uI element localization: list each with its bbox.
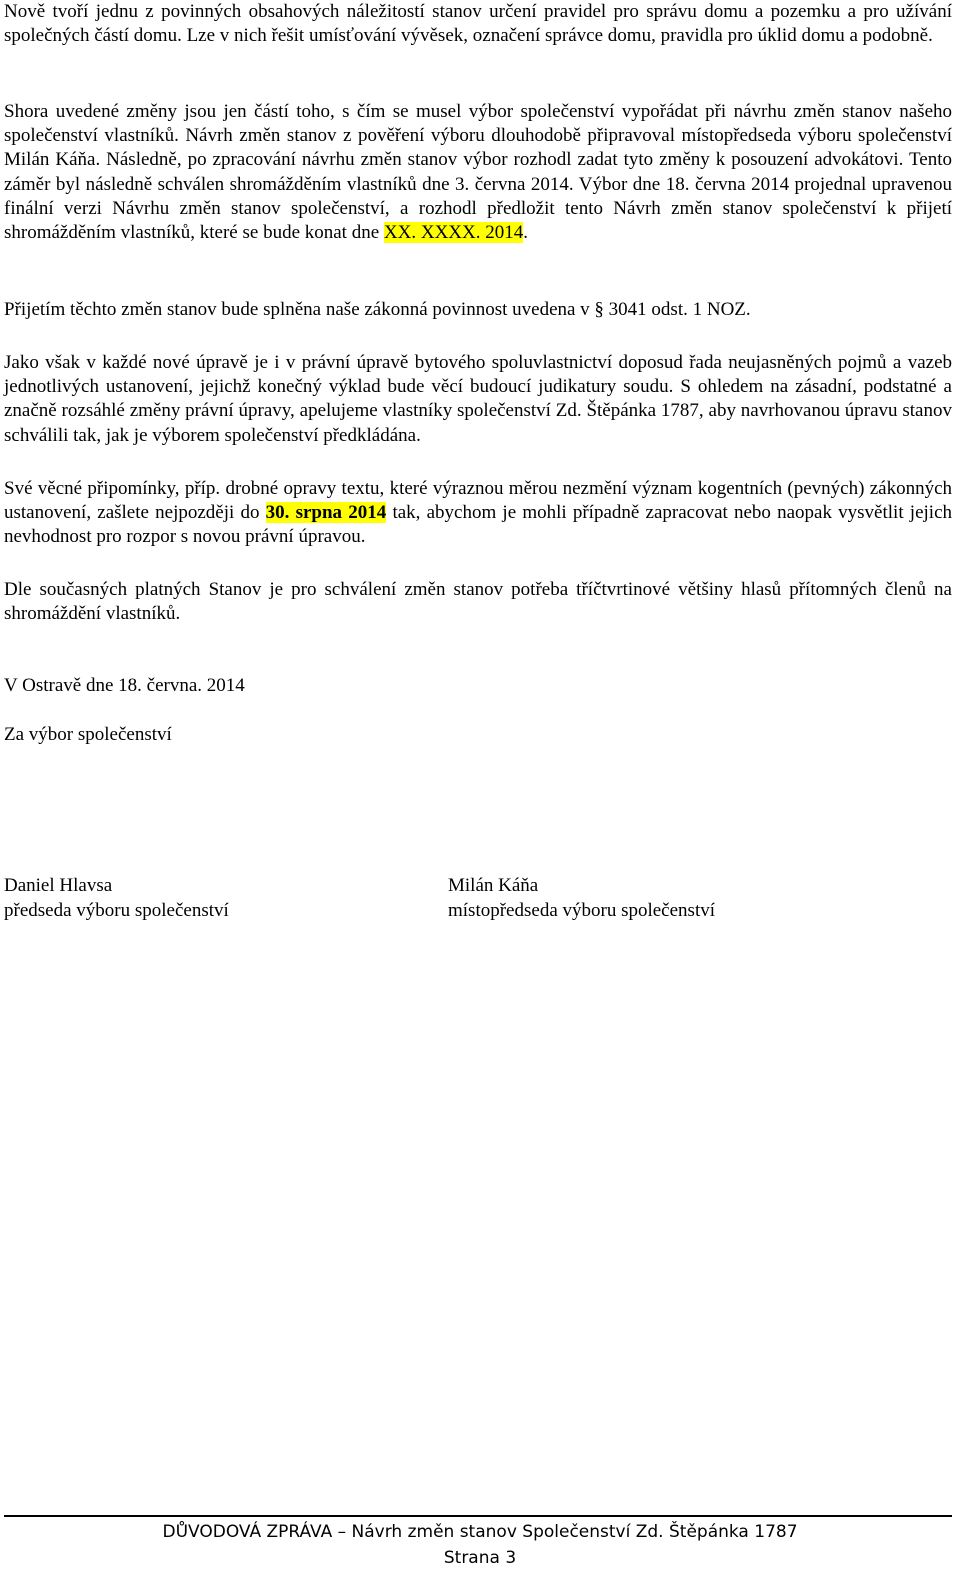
signature-role: předseda výboru společenství [4,900,229,921]
paragraph-comments-text: Své věcné připomínky, příp. drobné opravy textu, které výraznou měrou nezmění význam kogentních (pevných) zákonných ustanovení, zašlete nejpozději do [4,478,952,524]
paragraph-appeal: Jako však v každé nové úpravě je i v právní úpravě bytového spoluvlastnictví doposud řada neujasněných pojmů a vazeb jednotlivých ustanovení, jejichž konečný výklad bude věcí budoucí judikatury soudu. S ohledem na zásadní, podstatné a značně rozsáhlé změny právní úpravy, apelujeme vlastníky společenství Zd. Štěpánka 1787, aby navrhovanou úpravu stanov schválili tak, jak je výborem společenství předkládána. [4,352,952,446]
footer-page-number: Strana 3 [443,1548,517,1568]
paragraph-rules: Nově tvoří jednu z povinných obsahových náležitostí stanov určení pravidel pro správu domu a pozemku a pro užívání společných částí domu. Lze v nich řešit umísťování vývěsek, označení správce domu, pravidla pro úklid domu a podobně. [4,1,952,47]
meeting-date-highlight: XX. XXXX. 2014 [383,222,524,244]
footer-title: DŮVODOVÁ ZPRÁVA – Návrh změn stanov Společenství Zd. Štěpánka 1787 [162,1522,798,1542]
paragraph-changes-history [4,100,952,245]
signature-block-vice-chairman [448,873,715,923]
signature-role: místopředseda výboru společenství [448,900,716,921]
paragraph-legal-duty: Přijetím těchto změn stanov bude splněna naše zákonná povinnost uvedena v § 3041 odst. 1 NOZ. [4,299,751,320]
deadline-highlight: 30. srpna 2014 [265,502,387,524]
on-behalf-of-committee: Za výbor společenství [4,724,172,745]
signature-name: Daniel Hlavsa [4,875,113,896]
paragraph-comments [4,477,952,550]
place-date: V Ostravě dne 18. června. 2014 [4,675,245,696]
paragraph-changes-history-end: . [523,222,528,244]
signature-block-chairman [4,873,229,923]
paragraph-changes-history-text: Shora uvedené změny jsou jen částí toho, s čím se musel výbor společenství vypořádat při návrhu změn stanov našeho společenství vlastníků. Návrh změn stanov z pověření výboru dlouhodobě připravoval místopředseda výboru společenství Milán Káňa. Následně, po zpracování návrhu změn stanov výbor rozhodl zadat tyto změny k posouzení advokátovi. Tento záměr byl následně schválen shromážděním vlastníků dne 3. června 2014. Výbor dne 18. června 2014 projednal upravenou finální verzi Návrhu změn stanov společenství, a rozhodl předložit tento Návrh změn stanov společenství k přijetí shromážděním vlastníků, které se bude konat dne [4,101,952,244]
footer-divider [4,1515,952,1517]
paragraph-comments-end: tak, abychom je mohli případně zapracovat nebo naopak vysvětlit jejich nevhodnost pro rozpor s novou právní úpravou. [4,502,952,548]
paragraph-majority: Dle současných platných Stanov je pro schválení změn stanov potřeba tříčtvrtinové většiny hlasů přítomných členů na shromáždění vlastníků. [4,579,952,625]
signature-name: Milán Káňa [448,875,539,896]
